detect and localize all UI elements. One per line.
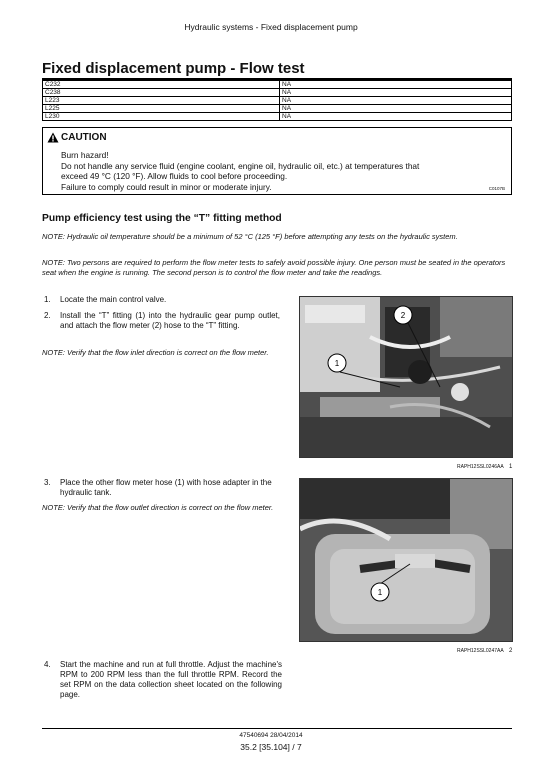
table-row: L223 NA — [43, 97, 512, 105]
step-2: 2. Install the “T” fitting (1) into the hydraulic gear pump outlet, and attach the flow meter (2) hose to the “T” fitting. — [44, 311, 280, 330]
callout-1: 1 — [377, 588, 383, 597]
section-title: Pump efficiency test using the “T” fitting method — [42, 213, 282, 224]
footer-doc-date: 47540694 28/04/2014 — [239, 732, 303, 739]
hydraulic-tank-photo-illustration — [300, 479, 512, 641]
note-flow-outlet: NOTE: Verify that the flow outlet direction is correct on the flow meter. — [42, 503, 274, 512]
footer-rule — [42, 728, 512, 729]
note-temperature: NOTE: Hydraulic oil temperature should be a minimum of 52 °C (125 °F) before attempting any tests on the hydraulic system. — [42, 232, 458, 241]
caution-code: C0107B — [488, 186, 505, 191]
step-4: 4. Start the machine and run at full throttle. Adjust the machine's RPM to 200 RPM less than the full throttle RPM. Record the set RPM on the data collection sheet located on the following page. — [44, 660, 282, 699]
figure-1-number: 1 — [509, 464, 513, 470]
page-title: Fixed displacement pump - Flow test — [42, 60, 305, 77]
table-row: C232 NA — [43, 81, 512, 89]
model-table — [42, 80, 512, 121]
caution-box — [42, 127, 512, 195]
figure-2-code: RAPH12SSL0247AA — [457, 648, 504, 654]
table-row: L230 NA — [43, 113, 512, 121]
figure-2-number: 2 — [509, 648, 513, 654]
callout-1: 1 — [334, 359, 340, 368]
figure-1-photo — [299, 296, 513, 458]
caution-label: CAUTION — [61, 132, 107, 143]
callout-2: 2 — [400, 311, 406, 320]
page-number: 35.2 [35.104] / 7 — [240, 742, 302, 752]
step-1: 1. Locate the main control valve. — [44, 295, 167, 304]
running-header: Hydraulic systems - Fixed displacement pump — [184, 22, 358, 32]
note-flow-inlet: NOTE: Verify that the flow inlet direction is correct on the flow meter. — [42, 348, 269, 357]
table-row: L225 NA — [43, 105, 512, 113]
figure-2-photo — [299, 478, 513, 642]
warning-triangle-icon — [47, 132, 59, 143]
figure-1-code: RAPH12SSL0246AA — [457, 464, 504, 470]
engine-photo-illustration — [300, 297, 512, 457]
step-3: 3. Place the other flow meter hose (1) with hose adapter in the hydraulic tank. — [44, 478, 272, 497]
note-two-persons: NOTE: Two persons are required to perform the flow meter tests to safely avoid possible injury. One person must be seated in the operators seat when the engine is running. The second person is to control the flow meter and take the readings. — [42, 258, 506, 277]
caution-header — [47, 132, 107, 143]
table-row: C238 NA — [43, 89, 512, 97]
caution-text: Burn hazard! Do not handle any service fluid (engine coolant, engine oil, hydraulic oil, etc.) at temperatures that exceed 49 °C (120 °F). Allow fluids to cool before proceeding. Failure to comply could result in minor or moderate injury. — [61, 150, 420, 192]
